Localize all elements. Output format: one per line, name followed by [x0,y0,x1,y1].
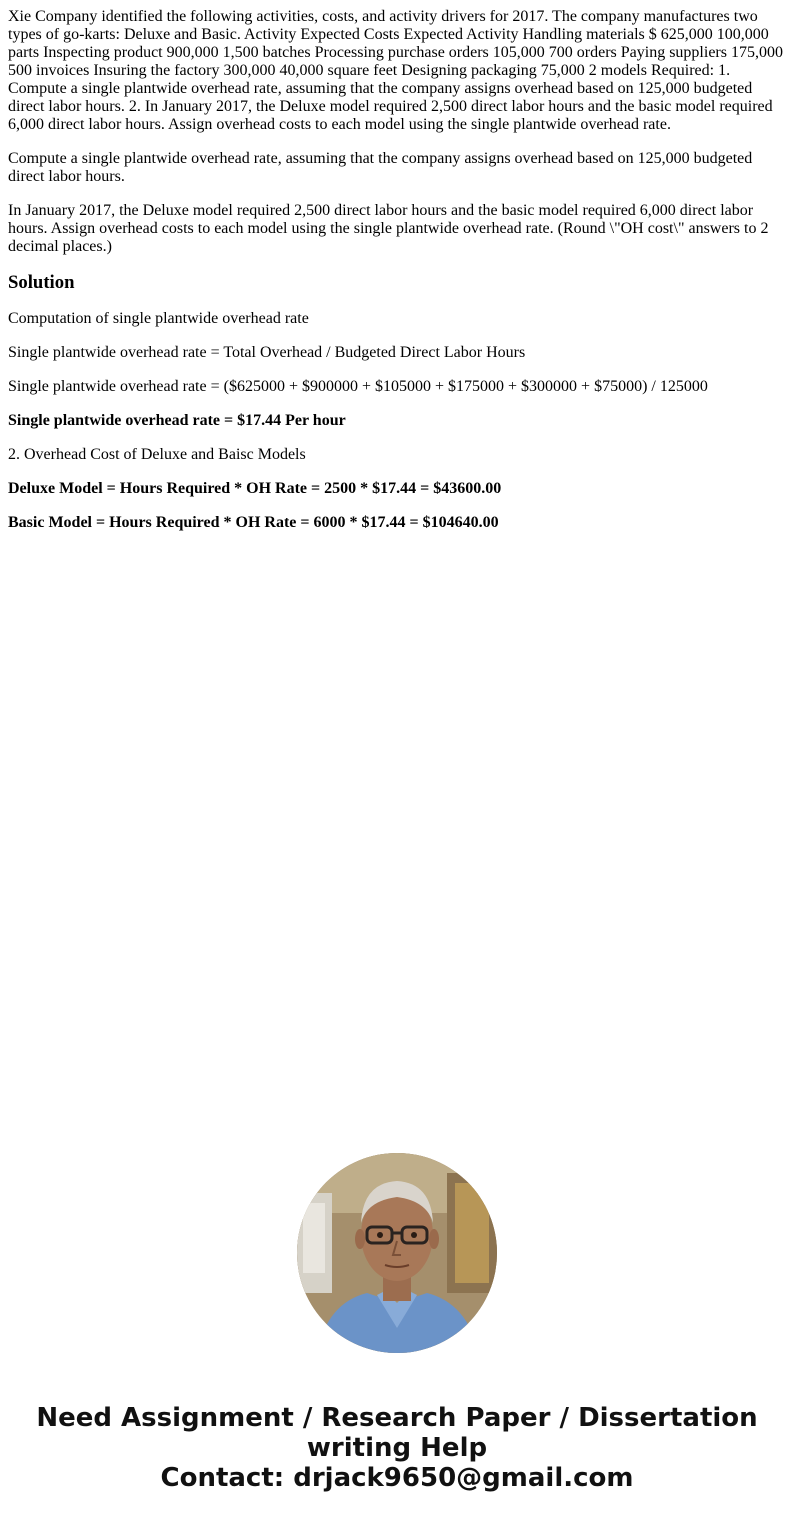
footer-contact-line: Contact: drjack9650@gmail.com [160,1463,634,1493]
question-intro: Xie Company identified the following activities, costs, and activity drivers for 2017. The company manufactures two types of go-karts: Deluxe and Basic. Activity Expected Costs Expected Activity Handling materials $ 625,000 100,000 parts Inspecting product 900,000 1,500 batches Processing purchase orders 105,000 700 orders Paying suppliers 175,000 500 invoices Insuring the factory 300,000 40,000 square feet Designing packaging 75,000 2 models Required: 1. Compute a single plantwide overhead rate, assuming that the company assigns overhead based on 125,000 budgeted direct labor hours. 2. In January 2017, the Deluxe model required 2,500 direct labor hours and the basic model required 6,000 direct labor hours. Assign overhead costs to each model using the single plantwide overhead rate. [8,8,783,133]
author-avatar [297,1153,497,1353]
part-2-title: 2. Overhead Cost of Deluxe and Baisc Models [8,446,306,463]
solution-line-2: Single plantwide overhead rate = Total Overhead / Budgeted Direct Labor Hours [8,344,526,361]
document-body [8,8,786,548]
solution-line-1: Computation of single plantwide overhead rate [8,310,309,327]
footer-contact [0,1403,794,1493]
deluxe-result: Deluxe Model = Hours Required * OH Rate = 2500 * $17.44 = $43600.00 [8,480,502,497]
question-part-1: Compute a single plantwide overhead rate, assuming that the company assigns overhead based on 125,000 budgeted direct labor hours. [8,150,753,185]
rate-result: Single plantwide overhead rate = $17.44 Per hour [8,412,346,429]
question-part-2: In January 2017, the Deluxe model required 2,500 direct labor hours and the basic model required 6,000 direct labor hours. Assign overhead costs to each model using the single plantwide overhead rate. (Round \"OH cost\" answers to 2 decimal places.) [8,202,769,255]
solution-line-3: Single plantwide overhead rate = ($625000 + $900000 + $105000 + $175000 + $300000 + $75000) / 125000 [8,378,708,395]
portrait-image [297,1153,497,1353]
footer-line-1: Need Assignment / Research Paper / Dissertation [36,1403,758,1433]
basic-result: Basic Model = Hours Required * OH Rate = 6000 * $17.44 = $104640.00 [8,514,499,531]
footer-line-2: writing Help [306,1433,488,1463]
solution-heading: Solution [8,272,75,293]
